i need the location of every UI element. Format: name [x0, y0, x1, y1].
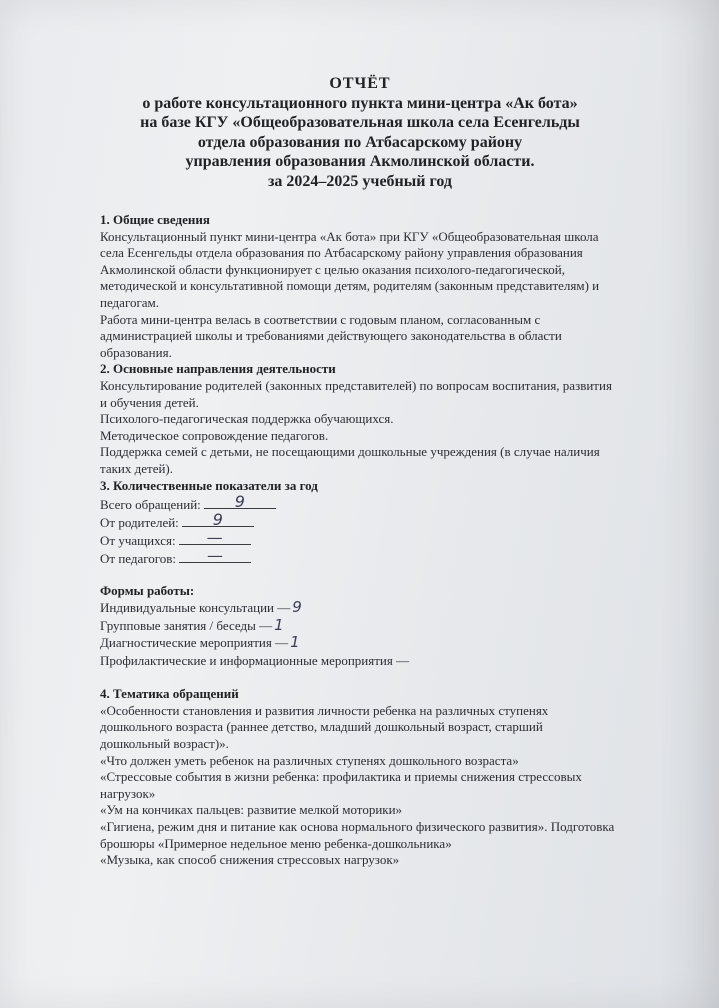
fill-in-blank [182, 510, 254, 530]
handwritten-value: 9 [212, 510, 223, 530]
section-heading-indicators: 3. Количественные показатели за год [100, 477, 318, 493]
topic-line: дошкольного возраста (раннее детство, младший дошкольный возраст, старший [100, 719, 543, 735]
form-label: Индивидуальные консультации — [100, 600, 291, 616]
text-line: педагогам. [100, 294, 160, 310]
indicator-row-parents [100, 512, 685, 530]
topic-line: «Гигиена, режим дня и питание как основа нормального физического развития». Подготовка [100, 819, 615, 834]
form-item [100, 634, 685, 652]
indicator-row-teachers [100, 548, 685, 566]
fill-in-blank [179, 528, 251, 548]
text-line: Консультирование родителей (законных представителей) по вопросам воспитания, развития [100, 377, 612, 393]
text-line: таких детей). [100, 460, 174, 476]
section-heading-forms: Формы работы: [100, 582, 195, 598]
indicator-row-students [100, 530, 685, 548]
report-subtitle-line: управления образования Акмолинской области. [185, 153, 535, 170]
spacer [100, 670, 685, 687]
topic-line: «Ум на кончиках пальцев: развитие мелкой моторики» [100, 802, 403, 818]
text-line: села Есенгельды отдела образования по Атбасарскому району управления образования [100, 245, 583, 261]
fill-in-blank [179, 546, 251, 566]
report-title: ОТЧЁТ [329, 75, 391, 92]
text-line: Поддержка семей с детьми, не посещающими дошкольные учреждения (в случае наличия [100, 444, 600, 460]
indicator-row-total [100, 494, 685, 512]
report-body [100, 212, 685, 869]
form-item [100, 652, 685, 670]
report-subtitle-line: на базе КГУ «Общеобразовательная школа села Есенгельды [140, 114, 580, 131]
topic-line: дошкольный возраст)». [100, 736, 229, 752]
report-subtitle-line: отдела образования по Атбасарскому району [197, 133, 523, 151]
text-line: администрацией школы и требованиями действующего законодательства в области [100, 328, 562, 344]
text-line: Методическое сопровождение педагогов. [100, 427, 329, 443]
handwritten-value: — [207, 546, 224, 566]
form-label: Профилактические и информационные мероприятия — [100, 653, 410, 669]
topic-line: нагрузок» [100, 785, 156, 801]
handwritten-value: 9 [292, 598, 302, 617]
form-item [100, 617, 685, 635]
handwritten-value: 9 [234, 492, 245, 512]
topic-line: «Музыка, как способ снижения стрессовых нагрузок» [100, 852, 400, 868]
text-line: и обучения детей. [100, 394, 199, 410]
section-heading-directions: 2. Основные направления деятельности [100, 361, 336, 377]
text-line: образования. [100, 344, 172, 360]
indicator-label: От учащихся: [100, 533, 176, 549]
report-header [60, 74, 660, 191]
topic-line: брошюры «Примерное недельное меню ребенка-дошкольника» [100, 835, 452, 851]
section-heading-general: 1. Общие сведения [100, 212, 210, 227]
text-line: Консультационный пункт мини-центра «Ак бота» при КГУ «Общеобразовательная школа [100, 228, 599, 244]
spacer [100, 566, 685, 583]
topic-line: «Стрессовые события в жизни ребенка: профилактика и приемы снижения стрессовых [100, 769, 582, 785]
text-line: Акмолинской области функционирует с целью оказания психолого-педагогической, [100, 261, 565, 277]
indicator-label: От родителей: [100, 515, 179, 531]
indicator-label: От педагогов: [100, 551, 177, 567]
form-item [100, 599, 685, 617]
handwritten-value: 1 [274, 615, 284, 634]
handwritten-value: 1 [290, 633, 300, 652]
form-label: Групповые занятия / беседы — [100, 617, 273, 633]
handwritten-value: — [206, 528, 223, 548]
text-line: Психолого-педагогическая поддержка обучающихся. [100, 411, 394, 427]
report-subtitle-line: о работе консультационного пункта мини-центра «Ак бота» [142, 94, 578, 112]
report-period: за 2024–2025 учебный год [268, 172, 452, 190]
topic-line: «Особенности становления и развития личности ребенка на различных ступенях [100, 702, 549, 718]
topic-line: «Что должен уметь ребенок на различных ступенях дошкольного возраста» [100, 752, 519, 768]
section-heading-topics: 4. Тематика обращений [100, 686, 239, 702]
indicator-label: Всего обращений: [100, 497, 201, 513]
fill-in-blank [204, 492, 276, 512]
form-label: Диагностические мероприятия — [100, 635, 289, 651]
text-line: Работа мини-центра велась в соответствии с годовым планом, согласованным с [100, 311, 541, 327]
text-line: методической и консультативной помощи детям, родителям (законным представителям) и [100, 278, 600, 294]
